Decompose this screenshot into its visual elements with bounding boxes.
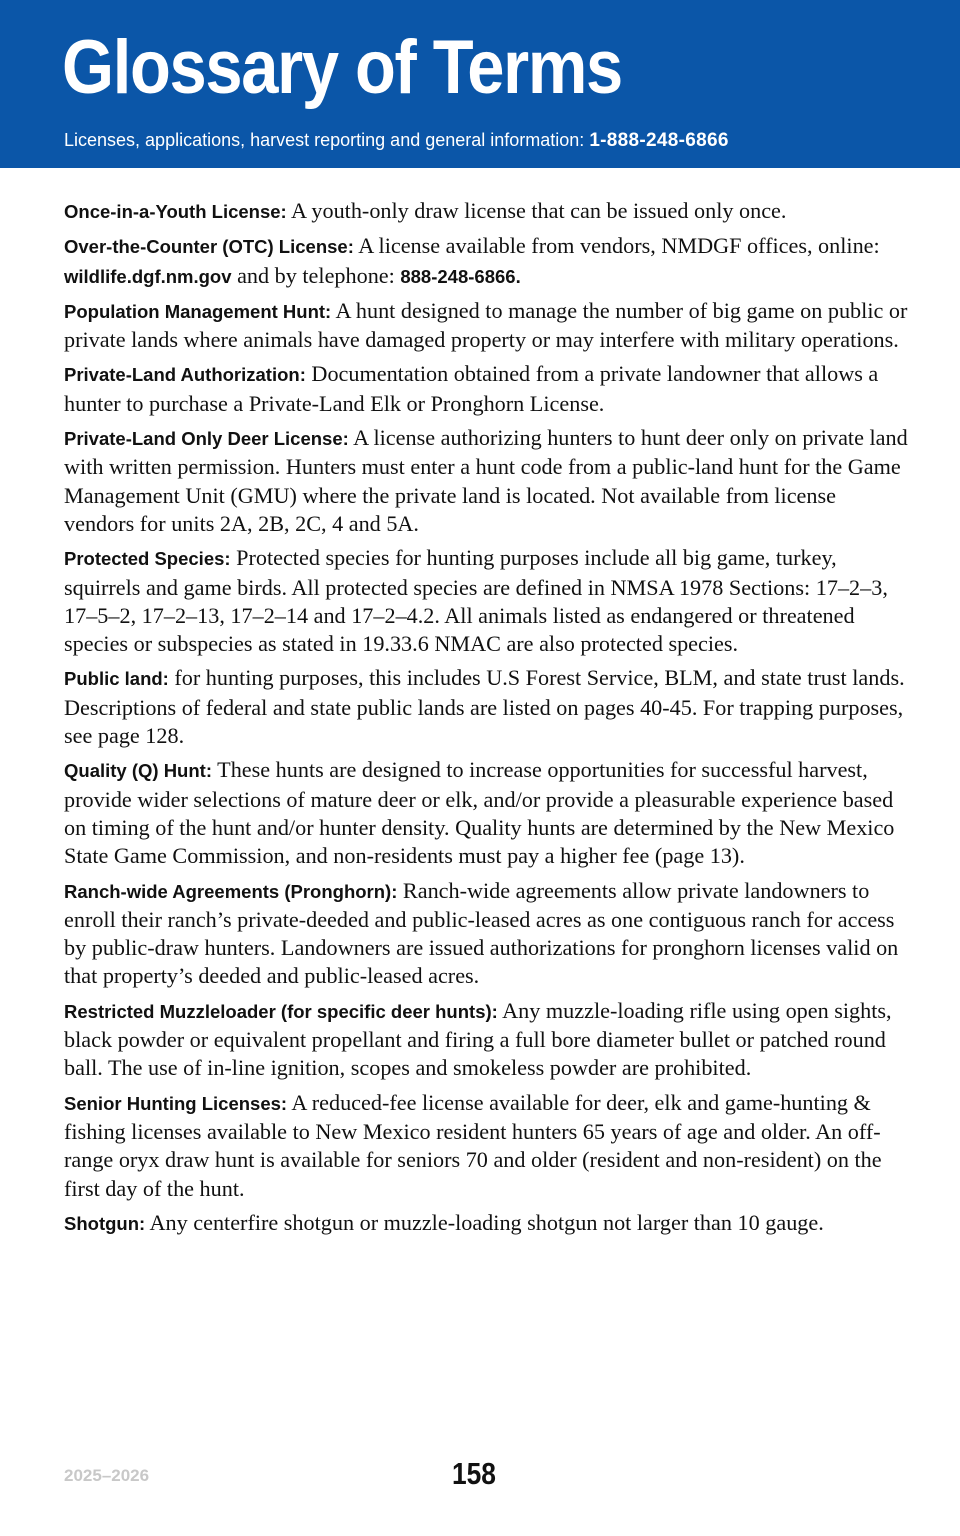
website-link[interactable]: wildlife.dgf.nm.gov (64, 265, 232, 287)
glossary-definition: Any centerfire shotgun or muzzle-loading shotgun not larger than 10 gauge. (149, 1209, 824, 1235)
glossary-definition: Documentation obtained from a private landowner that allows a hunter to purchase a Private-Land Elk or Pronghorn License. (64, 361, 879, 416)
glossary-term: Over-the-Counter (OTC) License: (64, 236, 354, 258)
glossary-definition: A hunt designed to manage the number of big game on public or private lands where animals have damaged property or may interfere with military operations. (64, 297, 908, 353)
glossary-term: Public land: (64, 668, 169, 690)
glossary-term: Restricted Muzzleloader (for specific deer hunts): (64, 1000, 498, 1022)
glossary-term: Protected Species: (64, 548, 231, 570)
glossary-definition: A reduced-fee license available for deer, elk and game-hunting & fishing licenses available to New Mexico resident hunters 65 years of age and older. An off-range oryx draw hunt is available for seniors 70 and older (resident and non-resident) on the first day of the hunt. (64, 1089, 882, 1201)
glossary-entry (64, 544, 910, 658)
glossary-term: Ranch-wide Agreements (Pronghorn): (64, 880, 398, 902)
glossary-list (64, 197, 910, 1244)
glossary-entry (64, 997, 910, 1083)
glossary-definition: A license available from vendors, NMDGF offices, online: (358, 233, 880, 259)
glossary-definition: These hunts are designed to increase opportunities for successful harvest, provide wider selections of mature deer or elk, and/or provide a pleasurable experience based on timing of the hunt and/or hunter density. Quality hunts are determined by the New Mexico State Game Commission, and non-residents must pay a higher fee (page 13). (64, 757, 895, 869)
subtitle-phone: 1-888-248-6866 (589, 130, 729, 151)
glossary-definition: A youth-only draw license that can be issued only once. (291, 198, 787, 223)
glossary-term: Shotgun: (64, 1212, 146, 1234)
glossary-definition: for hunting purposes, this includes U.S Forest Service, BLM, and state trust lands. Descriptions of federal and state public lands are listed on pages 40-45. For trapping purposes, see page 128. (64, 665, 905, 749)
footer-year: 2025–2026 (64, 1466, 150, 1485)
glossary-term: Private-Land Only Deer License: (64, 428, 349, 450)
glossary-definition: Ranch-wide agreements allow private landowners to enroll their ranch’s private-deeded and public-leased acres as one contiguous ranch for access by public-draw hunters. Landowners are issued authorizations for pronghorn licenses valid on that property’s deeded and public-leased acres. (64, 877, 899, 989)
glossary-entry (64, 360, 910, 418)
page-title: Glossary of Terms (62, 25, 622, 110)
glossary-term: Once-in-a-Youth License: (64, 201, 287, 222)
glossary-entry (64, 424, 910, 538)
glossary-entry (64, 297, 910, 355)
glossary-entry (64, 197, 910, 226)
glossary-definition: A license authorizing hunters to hunt deer only on private land with written permission. Hunters must enter a hunt code from a public-land hunt for the Game Management Unit (GMU) where the private land is located. Not available from license vendors for units 2A, 2B, 2C, 4 and 5A. (64, 425, 908, 536)
glossary-definition: Protected species for hunting purposes include all big game, turkey, squirrels and game birds. All protected species are defined in NMSA 1978 Sections: 17–2–3, 17–5–2, 17–2–13, 17–2–14 and 17–2–4.2. All animals listed as endangered or threatened species or subspecies as stated in 19.33.6 NMAC are also protected species. (64, 545, 888, 657)
page-number: 158 (452, 1456, 496, 1491)
header-banner (0, 0, 960, 168)
glossary-term: Population Management Hunt: (64, 300, 332, 322)
subtitle-text: Licenses, applications, harvest reporting and general information: (64, 130, 590, 150)
glossary-entry (64, 877, 910, 991)
header-subtitle (64, 130, 729, 152)
glossary-entry (64, 232, 910, 291)
phone-number: 888-248-6866. (400, 265, 521, 287)
glossary-term: Private-Land Authorization: (64, 364, 306, 386)
glossary-entry (64, 1209, 910, 1238)
glossary-term: Quality (Q) Hunt: (64, 760, 212, 782)
glossary-definition: Any muzzle-loading rifle using open sights, black powder or equivalent propellant and firing a full bore diameter bullet or patched round ball. The use of in-line ignition, scopes and smokeless powder are prohibited. (64, 997, 892, 1081)
glossary-definition-cont: and by telephone: (231, 262, 401, 288)
glossary-entry (64, 664, 910, 750)
glossary-term: Senior Hunting Licenses: (64, 1092, 288, 1114)
glossary-entry (64, 756, 910, 870)
glossary-entry (64, 1089, 910, 1203)
